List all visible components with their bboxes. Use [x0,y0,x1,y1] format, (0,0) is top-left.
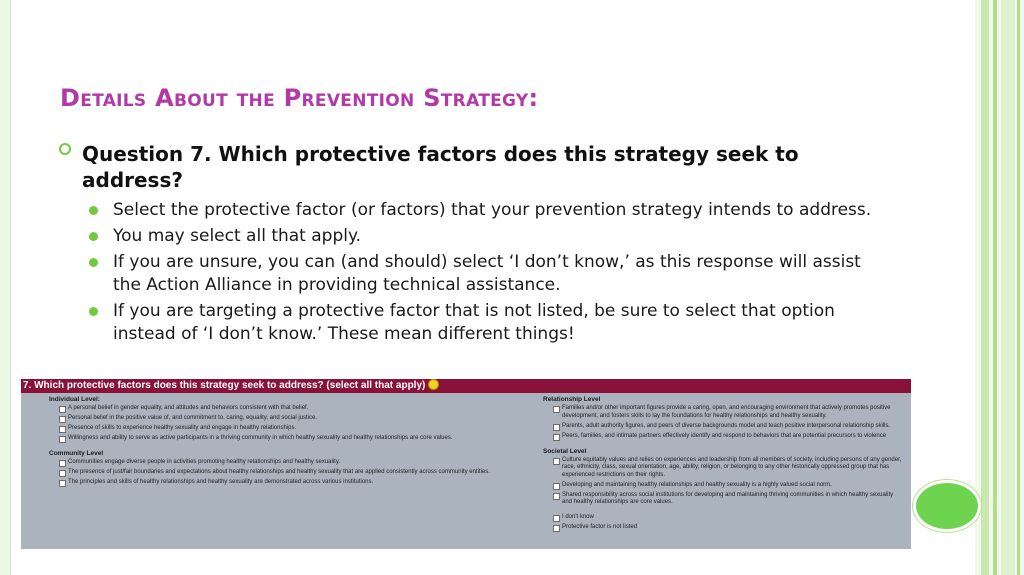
bullet-dot-icon [89,232,98,241]
bullet-text: If you are unsure, you can (and should) select ‘I don’t know,’ as this response will assist the Action Alliance in providing technical assistance. [113,252,861,295]
bullet-dot-icon [89,307,98,316]
form-left-column [49,396,519,489]
ring-bullet-icon [58,142,72,156]
checkbox-option[interactable] [49,425,519,433]
list-item [86,251,886,297]
bullet-dot-icon [89,206,98,215]
option-label: A personal belief in gender equality, and attitudes and behaviors consistent with that belief. [68,405,309,411]
option-label: The presence of just/fair boundaries and expectations about healthy relationships and healthy sexuality that are applied consistently across community entities. [68,469,490,475]
list-item [86,199,886,222]
checkbox[interactable] [59,480,66,487]
section-title-community: Community Level [49,450,104,457]
checkbox-option[interactable] [49,469,519,477]
option-label: Families and/or other important figures provide a caring, open, and encouraging environment that actively promotes positive development, and fosters skills to lay the foundations for healthy relationships and healthy sexuality. [562,405,891,419]
checkbox[interactable] [59,470,66,477]
checkbox-option-not-listed[interactable] [543,524,903,532]
option-label: Shared responsibility across social institutions for developing and maintaining thriving communities in which healthy sexuality and healthy relationships are core values. [562,491,894,505]
option-label: Communities engage diverse people in activities promoting healthy relationships and healthy sexuality. [68,459,341,465]
checkbox[interactable] [553,525,560,532]
option-label: Protective factor is not listed [562,524,638,530]
slide-title: Details About the Prevention Strategy: [60,84,539,112]
list-item [86,225,886,248]
section-title-individual: Individual Level: [49,396,100,403]
option-label: Developing and maintaining healthy relationships and healthy sexuality is a highly valued social norm. [562,481,832,488]
option-label: I don't know [562,514,594,520]
checkbox-option[interactable] [543,482,903,490]
form-right-column [543,396,903,534]
option-label: Culture equitably values and relies on experiences and leadership from all members of society, including persons of any gender, race, ethnicity, class, sexual orientation, age, ability, religion, or belonging to any other historically oppressed group that has experienced restrictions on their rights. [562,456,902,478]
checkbox-option-dont-know[interactable] [543,514,903,522]
checkbox-option[interactable] [543,457,903,480]
checkbox-option[interactable] [49,415,519,423]
option-label: Parents, adult authority figures, and peers of diverse backgrounds model and teach positive interpersonal relationship skills. [562,422,891,429]
checkbox[interactable] [553,458,560,465]
checkbox[interactable] [553,424,560,431]
question-text: Question 7. Which protective factors does this strategy seek to address? [82,142,799,192]
checkbox[interactable] [59,460,66,467]
bullet-text: Select the protective factor (or factors) that your prevention strategy intends to address. [113,200,872,220]
left-border-decoration [0,0,11,575]
checkbox-option[interactable] [543,405,903,420]
form-header-text: 7. Which protective factors does this strategy seek to address? (select all that apply) [23,380,426,391]
checkbox[interactable] [553,406,560,413]
option-label: Peers, families, and intimate partners effectively identify and respond to behaviors that are potential precursors to violence [562,432,887,439]
checkbox[interactable] [553,493,560,500]
option-label: The principles and skills of healthy relationships and healthy sexuality are demonstrated across various institutions. [68,479,374,485]
section-title-societal: Societal Level [543,447,587,455]
checkbox[interactable] [59,426,66,433]
right-border-decoration [975,0,1024,575]
option-label: Presence of skills to experience healthy sexuality and engage in healthy relationships. [68,425,297,431]
checkbox-option[interactable] [49,405,519,413]
green-circle-decoration [913,480,981,532]
checkbox-option[interactable] [543,423,903,431]
section-title-relationship: Relationship Level [543,396,601,403]
bullet-list [86,199,886,349]
option-label: Willingness and ability to serve as active participants in a thriving community in which healthy sexuality and healthy relationships are core values. [68,435,453,441]
checkbox[interactable] [59,406,66,413]
checkbox[interactable] [553,434,560,441]
checkbox-option[interactable] [49,459,519,467]
form-header [21,379,911,393]
checkbox-option[interactable] [49,479,519,487]
checkbox[interactable] [553,515,560,522]
list-item [86,300,886,346]
bullet-dot-icon [89,258,98,267]
checkbox[interactable] [553,483,560,490]
help-icon[interactable] [428,379,439,390]
bullet-text: You may select all that apply. [113,226,362,246]
checkbox-option[interactable] [543,492,903,507]
bullet-text: If you are targeting a protective factor that is not listed, be sure to select that option instead of ‘I don’t know.’ These mean different things! [113,301,835,344]
checkbox[interactable] [59,436,66,443]
checkbox-option[interactable] [543,433,903,441]
survey-form-screenshot [21,379,911,549]
checkbox[interactable] [59,416,66,423]
option-label: Personal belief in the positive value of, and commitment to, caring, equality, and social justice. [68,415,318,421]
checkbox-option[interactable] [49,435,519,443]
